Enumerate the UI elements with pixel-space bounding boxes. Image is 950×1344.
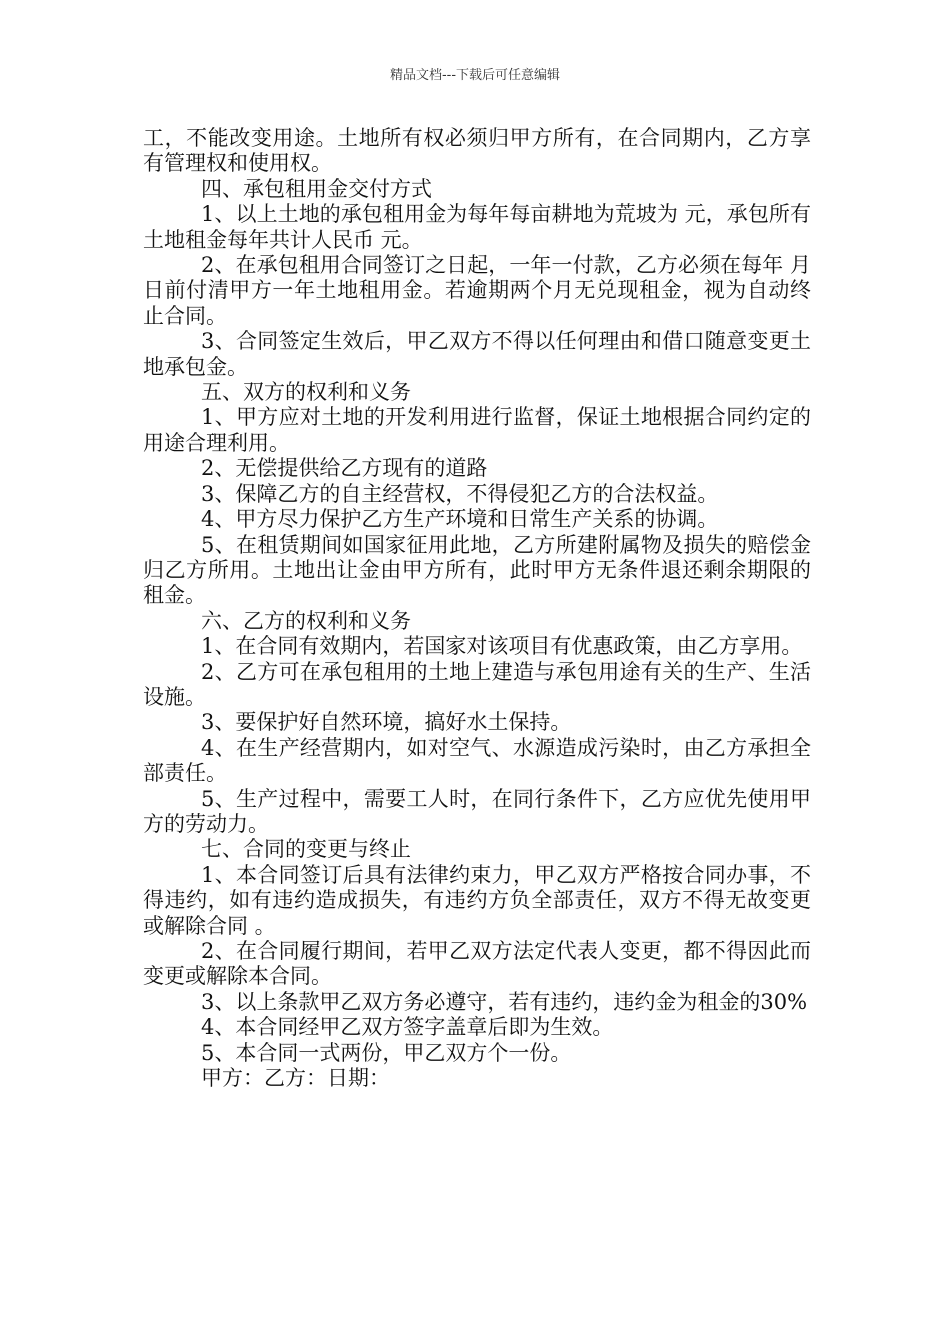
- paragraph: 5、本合同一式两份，甲乙双方个一份。: [201, 1040, 572, 1065]
- paragraph: 4、在生产经营期内，如对空气、水源造成污染时，由乙方承担全部责任。: [143, 735, 811, 786]
- paragraph: 3、保障乙方的自主经营权，不得侵犯乙方的合法权益。: [201, 481, 719, 506]
- paragraph: 1、在合同有效期内，若国家对该项目有优惠政策，由乙方享用。: [201, 634, 803, 659]
- document-body: [143, 126, 811, 1091]
- paragraph: 1、本合同签订后具有法律约束力，甲乙双方严格按合同办事，不得违约，如有违约造成损失，有违约方负全部责任，双方不得无故变更或解除合同 。: [143, 862, 811, 938]
- section-heading: 四、承包租用金交付方式: [201, 176, 432, 201]
- paragraph: 3、合同签定生效后，甲乙双方不得以任何理由和借口随意变更土地承包金。: [143, 329, 811, 379]
- paragraph: 2、在承包租用合同签订之日起，一年一付款，乙方必须在每年 月 日前付清甲方一年土地租用金。若逾期两个月无兑现租金，视为自动终止合同。: [143, 253, 811, 328]
- paragraph: 2、在合同履行期间，若甲乙双方法定代表人变更，都不得因此而变更或解除本合同。: [143, 939, 811, 989]
- paragraph: 5、在租赁期间如国家征用此地，乙方所建附属物及损失的赔偿金归乙方所用。土地出让金由甲方所有，此时甲方无条件退还剩余期限的租金。: [143, 532, 811, 608]
- paragraph: 1、甲方应对土地的开发利用进行监督，保证土地根据合同约定的用途合理利用。: [143, 405, 811, 455]
- section-heading: 七、合同的变更与终止: [201, 837, 411, 862]
- section-heading: 六、乙方的权利和义务: [201, 608, 411, 633]
- paragraph: 4、本合同经甲乙双方签字盖章后即为生效。: [201, 1015, 614, 1040]
- section-heading: 五、双方的权利和义务: [201, 380, 411, 405]
- paragraph: 1、以上土地的承包租用金为每年每亩耕地为荒坡为 元，承包所有土地租金每年共计人民币 元。: [143, 202, 811, 252]
- paragraph: 4、甲方尽力保护乙方生产环境和日常生产关系的协调。: [201, 507, 719, 532]
- page-header: 精品文档---下载后可任意编辑: [389, 68, 561, 83]
- paragraph: 2、乙方可在承包租用的土地上建造与承包用途有关的生产、生活设施。: [143, 659, 811, 709]
- paragraph: 3、以上条款甲乙双方务必遵守，若有违约，违约金为租金的30%: [201, 989, 808, 1014]
- signature-line: 甲方：乙方：日期：: [201, 1066, 390, 1091]
- paragraph: 3、要保护好自然环境，搞好水土保持。: [201, 710, 572, 735]
- paragraph: 工，不能改变用途。土地所有权必须归甲方所有，在合同期内，乙方享有管理权和使用权。: [143, 126, 811, 176]
- paragraph: 2、无偿提供给乙方现有的道路: [201, 456, 488, 481]
- paragraph: 5、生产过程中，需要工人时，在同行条件下，乙方应优先使用甲方的劳动力。: [143, 786, 811, 836]
